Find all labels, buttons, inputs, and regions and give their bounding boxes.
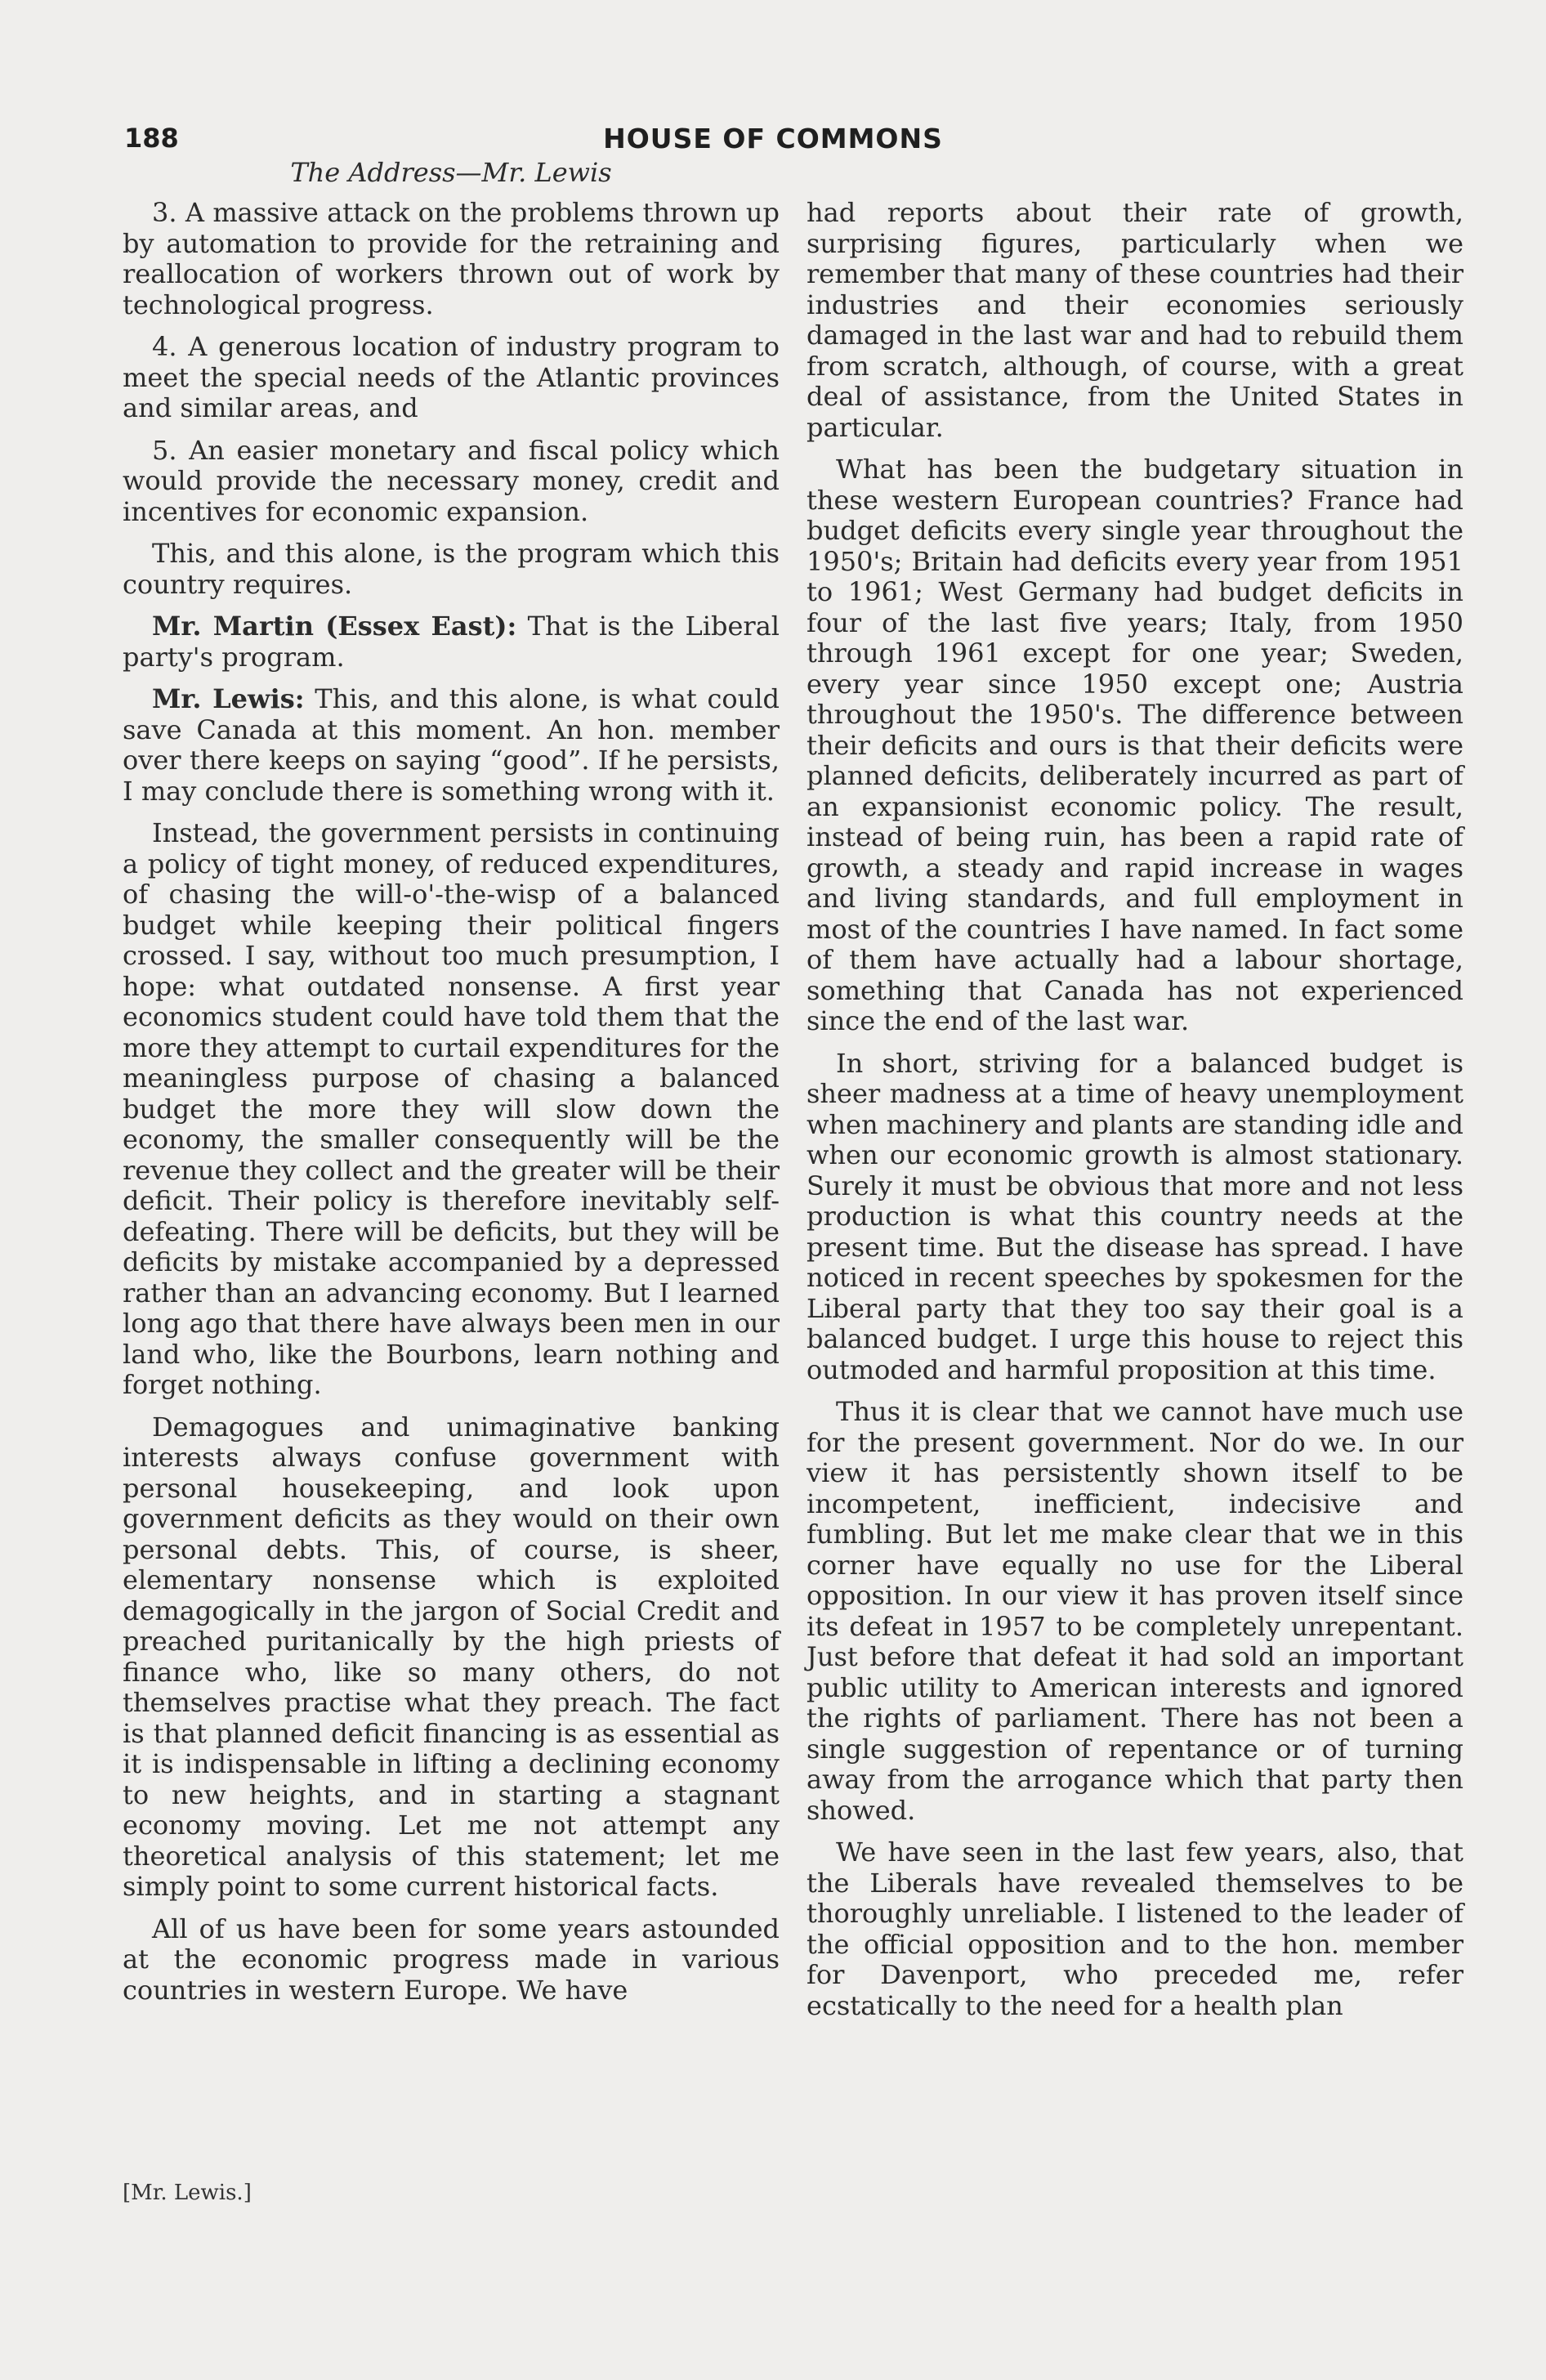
paragraph-text: Thus it is clear that we cannot have much use for the present government. Nor do we. In our view it has persistently shown itself to be incompetent, inefficient, indecisive and fumbling. But let me make clear that we in this corner have equally no use for the Liberal opposition. In our view it has proven itself since its defeat in 1957 to be completely unrepentant. Just before that defeat it had sold an important public utility to American interests and ignored the rights of parliament. There has not been a single suggestion of repentance or of turning away from the arrogance which that party then showed. — [807, 1396, 1463, 1826]
paragraph — [807, 1837, 1463, 2021]
paragraph — [807, 198, 1463, 443]
section-subtitle: The Address—Mr. Lewis — [290, 157, 612, 188]
paragraph-text: What has been the budgetary situation in these western European countries? France had budget deficits every single year throughout the 1950's; Britain had deficits every year from 1951 to 1961; West Germany had budget deficits in four of the last five years; Italy, from 1950 through 1961 except for one year; Sweden, every year since 1950 except one; Austria throughout the 1950's. The difference between their deficits and ours is that their deficits were planned deficits, deliberately incurred as part of an expansionist economic policy. The result, instead of being ruin, has been a rapid rate of growth, a steady and rapid increase in wages and living standards, and full employment in most of the countries I have named. In fact some of them have actually had a labour shortage, something that Canada has not experienced since the end of the last war. — [807, 454, 1463, 1036]
paragraph-text: That is the Liberal party's program. — [123, 611, 780, 673]
paragraph — [123, 1412, 780, 1903]
paragraph — [123, 1914, 780, 2006]
left-column — [123, 198, 780, 2017]
paragraph-text: We have seen in the last few years, also, that the Liberals have revealed themselves to be thoroughly unreliable. I listened to the leader of the official opposition and to the hon. member for Davenport, who preceded me, refer ecstatically to the need for a health plan — [807, 1836, 1463, 2021]
paragraph-text: Instead, the government persists in continuing a policy of tight money, of reduced expenditures, of chasing the will-o'-the-wisp of a balanced budget while keeping their political fingers crossed. I say, without too much presumption, I hope: what outdated nonsense. A first year economics student could have told them that the more they attempt to curtail expenditures for the meaningless purpose of chasing a balanced budget the more they will slow down the economy, the smaller consequently will be the revenue they collect and the greater will be their deficit. Their policy is therefore inevitably self-defeating. There will be deficits, but they will be deficits by mistake accompanied by a depressed rather than an advancing economy. But I learned long ago that there have always been men in our land who, like the Bourbons, learn nothing and forget nothing. — [123, 817, 780, 1400]
paragraph — [123, 684, 780, 807]
paragraph — [807, 454, 1463, 1037]
paragraph — [123, 611, 780, 673]
paragraph — [123, 198, 780, 320]
paragraph-text: 5. An easier monetary and fiscal policy which would provide the necessary money, credit and incentives for economic expansion. — [123, 434, 780, 527]
paragraph-text: All of us have been for some years astounded at the economic progress made in various countries in western Europe. We have — [123, 1912, 780, 2006]
paragraph — [123, 436, 780, 528]
paragraph-text: In short, striving for a balanced budget is sheer madness at a time of heavy unemployment when machinery and plants are standing idle and when our economic growth is almost stationary. Surely it must be obvious that more and not less production is what this country needs at the present time. But the disease has spread. I have noticed in recent speeches by spokesmen for the Liberal party that they too say their goal is a balanced budget. I urge this house to reject this outmoded and harmful proposition at this time. — [807, 1047, 1463, 1385]
running-head: HOUSE OF COMMONS — [603, 123, 943, 154]
paragraph — [807, 1397, 1463, 1826]
right-column — [807, 198, 1463, 2033]
footer-speaker-note: [Mr. Lewis.] — [123, 2181, 252, 2205]
paragraph-text: 3. A massive attack on the problems thrown up by automation to provide for the retraining and reallocation of workers thrown out of work by technological progress. — [123, 197, 780, 320]
paragraph — [807, 1049, 1463, 1386]
paragraph-text: This, and this alone, is what could save Canada at this moment. An hon. member over there keeps on saying “good”. If he persists, I may conclude there is something wrong with it. — [123, 683, 780, 807]
speaker-name: Mr. Martin (Essex East): — [152, 611, 517, 642]
paragraph — [123, 818, 780, 1401]
paragraph — [123, 539, 780, 600]
paragraph-text: Demagogues and unimaginative banking interests always confuse government with personal housekeeping, and look upon government deficits as they would on their own personal debts. This, of course, is sheer, elementary nonsense which is exploited demagogically in the jargon of Social Credit and preached puritanically by the high priests of finance who, like so many others, do not themselves practise what they preach. The fact is that planned deficit financing is as essential as it is indispensable in lifting a declining economy to new heights, and in starting a stagnant economy moving. Let me not attempt any theoretical analysis of this statement; let me simply point to some current historical facts. — [123, 1411, 780, 1902]
speaker-name: Mr. Lewis: — [152, 683, 305, 714]
page-number: 188 — [124, 123, 179, 154]
paragraph-text: This, and this alone, is the program which this country requires. — [123, 538, 780, 600]
paragraph — [123, 332, 780, 424]
paragraph-text: 4. A generous location of industry program to meet the special needs of the Atlantic provinces and similar areas, and — [123, 331, 780, 423]
paragraph-text: had reports about their rate of growth, surprising figures, particularly when we remember that many of these countries had their industries and their economies seriously damaged in the last war and had to rebuild them from scratch, although, of course, with a great deal of assistance, from the United States in particular. — [807, 197, 1463, 443]
